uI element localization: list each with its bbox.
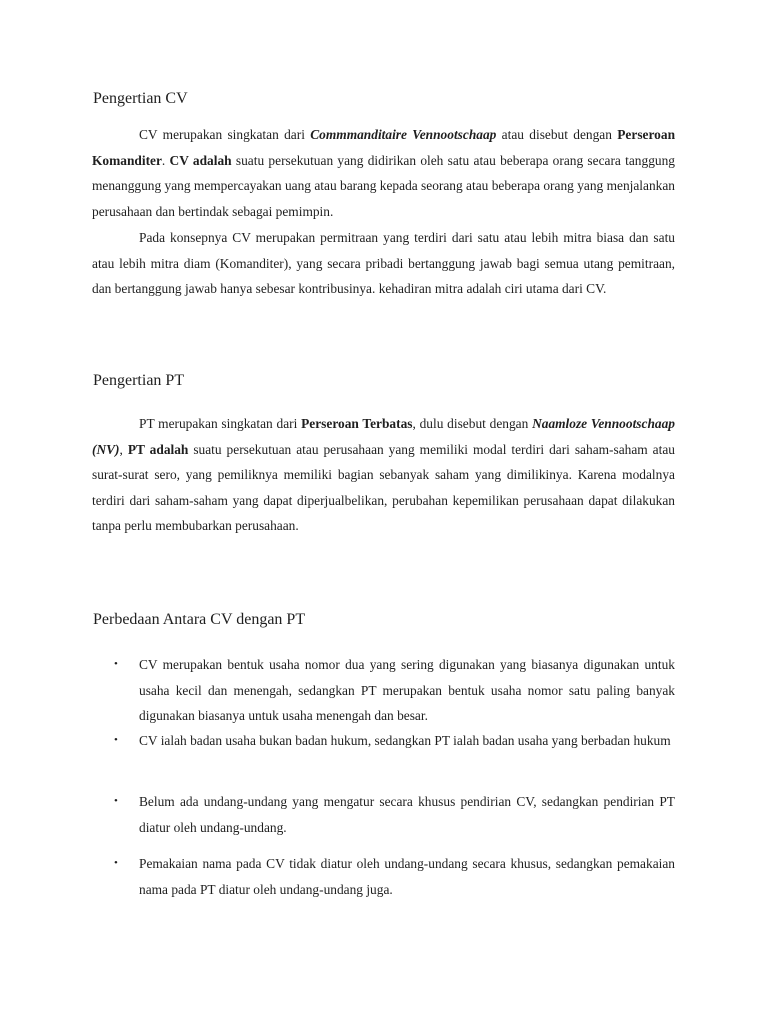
text-run: suatu persekutuan atau perusahaan yang memiliki modal terdiri dari saham-saham atau surat-surat sero, yang pemiliknya memiliki bagian sebanyak saham yang dimilikinya. Karena modalnya terdiri dari saham-saham yang dapat diperjualbelikan, perubahan kepemilikan perusahaan dapat dilakukan tanpa perlu membubarkan perusahaan. (92, 441, 675, 534)
text-run: suatu persekutuan yang didirikan oleh satu atau beberapa orang secara tanggung menanggung yang mempercayakan uang atau barang kepada seorang atau beberapa orang yang menjalankan perusahaan dan bertindak sebagai pemimpin. (92, 152, 675, 219)
heading-perbedaan-cv-pt: Perbedaan Antara CV dengan PT (93, 611, 306, 628)
paragraph-cv-definition (92, 122, 675, 224)
paragraph-cv-concept: Pada konsepnya CV merupakan permitraan yang terdiri dari satu atau lebih mitra biasa dan satu atau lebih mitra diam (Komanditer), yang secara pribadi bertanggung jawab bagi semua utang pemitraan, dan bertanggung jawab hanya sebesar kontribusinya. kehadiran mitra adalah ciri utama dari CV. (92, 230, 675, 297)
term-perseroan-komanditer: Perseroan Komanditer (92, 127, 676, 168)
bullet-icon: • (114, 658, 118, 670)
text-run: . (161, 152, 170, 168)
term-perseroan-terbatas: Perseroan Terbatas (301, 416, 413, 431)
list-item (92, 728, 675, 754)
list-item (92, 789, 675, 840)
heading-pengertian-cv: Pengertian CV (93, 90, 188, 107)
text-run: PT merupakan singkatan dari (139, 416, 302, 431)
text-run: , dulu disebut dengan (412, 416, 533, 431)
term-naamloze-vennootschap: Naamloze Vennootschaap (NV) (92, 416, 675, 457)
list-item-text: Belum ada undang-undang yang mengatur secara khusus pendirian CV, sedangkan pendirian PT diatur oleh undang-undang. (139, 794, 675, 835)
bullet-icon: • (114, 857, 118, 869)
text-run: atau disebut dengan (496, 127, 618, 142)
term-commanditaire-vennootschap: Commmanditaire Vennootschaap (310, 127, 497, 142)
list-item-text: CV merupakan bentuk usaha nomor dua yang sering digunakan yang biasanya digunakan untuk usaha kecil dan menengah, sedangkan PT merupakan bentuk usaha nomor satu paling banyak digunakan biasanya untuk usaha menengah dan besar. (139, 657, 675, 724)
list-item (92, 652, 675, 729)
list-item-text: CV ialah badan usaha bukan badan hukum, sedangkan PT ialah badan usaha yang berbadan hukum (139, 733, 671, 748)
list-item-text: Pemakaian nama pada CV tidak diatur oleh undang-undang secara khusus, sedangkan pemakaian nama pada PT diatur oleh undang-undang juga. (139, 856, 675, 897)
bullet-icon: • (114, 734, 118, 746)
text-run: CV merupakan singkatan dari (139, 127, 311, 142)
list-item (92, 851, 675, 902)
term-pt-adalah: PT adalah (127, 441, 189, 457)
heading-pengertian-pt: Pengertian PT (93, 372, 185, 389)
text-run: , (119, 441, 128, 457)
term-cv-adalah: CV adalah (169, 152, 232, 168)
bullet-icon: • (114, 795, 118, 807)
paragraph-pt-definition (92, 411, 675, 539)
